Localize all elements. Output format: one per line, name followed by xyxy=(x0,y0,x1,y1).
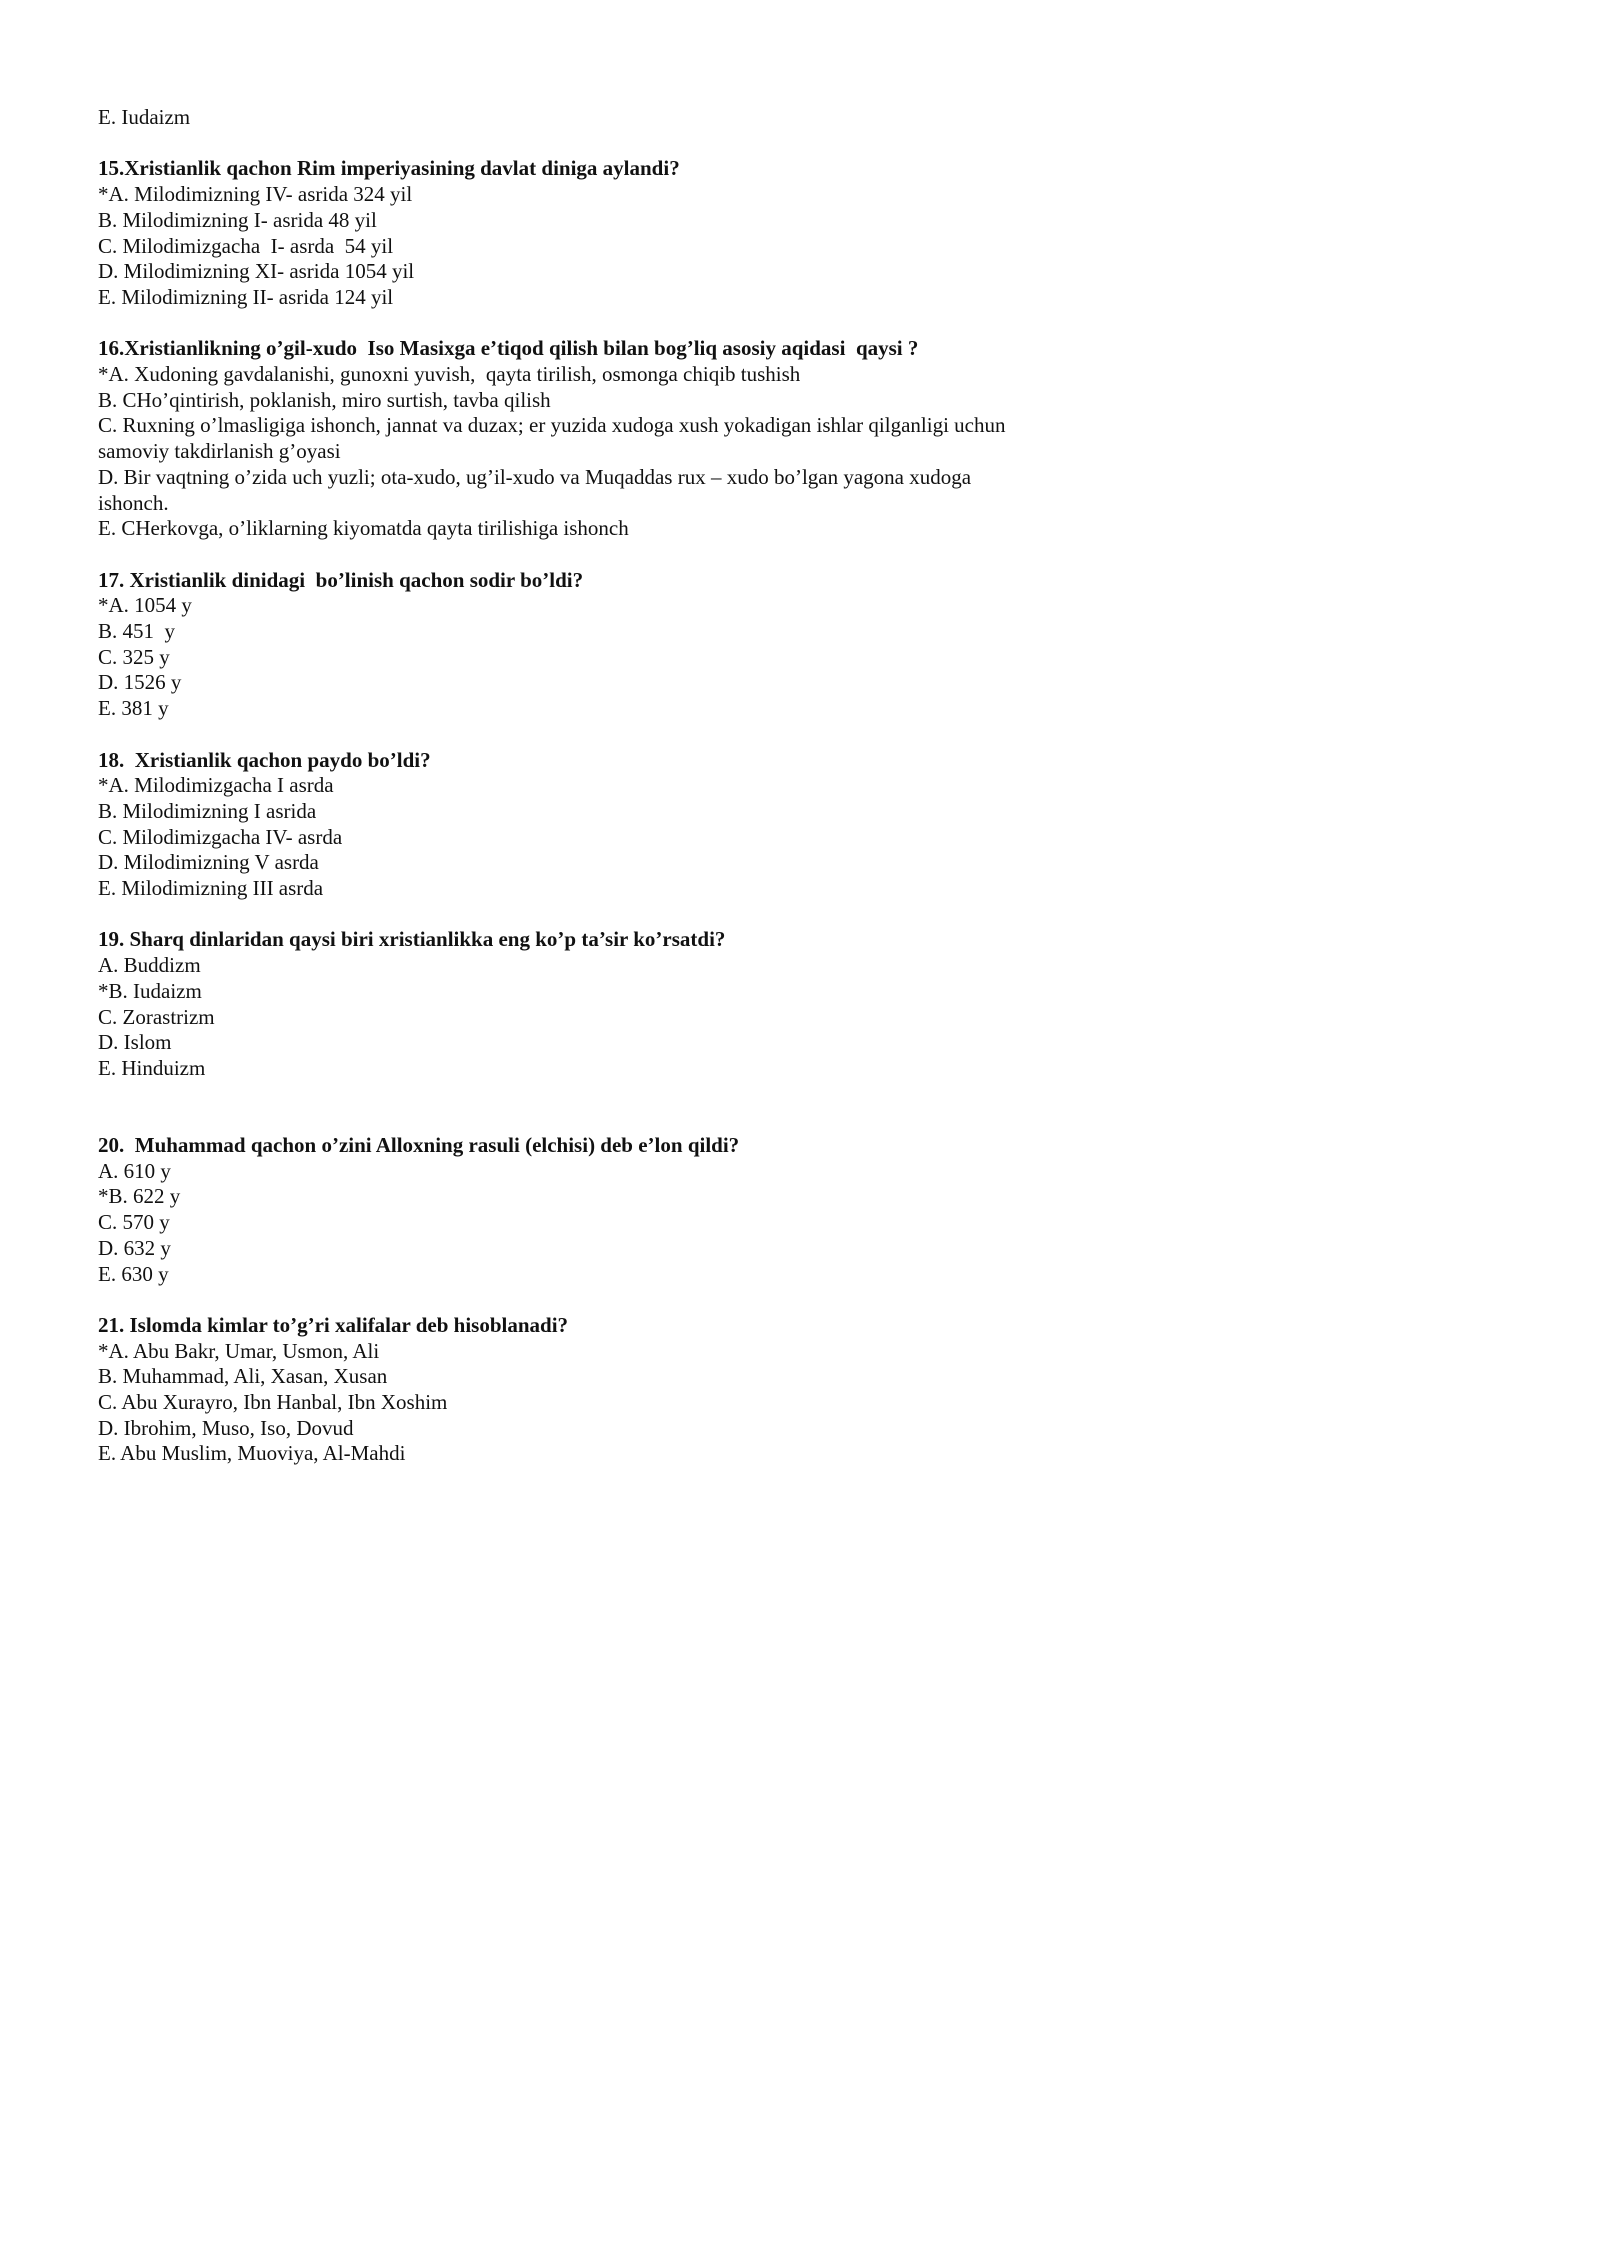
answer-option: E. Milodimizning II- asrida 124 yil xyxy=(98,284,394,309)
question-title: 16.Xristianlikning o’gil-xudo Iso Masixga e’tiqod qilish bilan bog’liq asosiy aqidasi qaysi ? xyxy=(98,336,919,361)
answer-option: B. CHo’qintirish, poklanish, miro surtish, tavba qilish xyxy=(98,387,551,412)
answer-option: *A. Xudoning gavdalanishi, gunoxni yuvish, qayta tirilish, osmonga chiqib tushish xyxy=(98,362,801,386)
document-page xyxy=(0,0,1104,1561)
answer-option: *B. 622 y xyxy=(98,1184,181,1209)
answer-option: B. Milodimizning I- asrida 48 yil xyxy=(98,207,377,232)
answer-option: *B. Iudaizm xyxy=(98,978,202,1003)
intro-option-line: E. Iudaizm xyxy=(98,105,191,129)
document-content xyxy=(98,105,1043,1467)
answer-option: *A. Milodimizgacha I asrda xyxy=(98,773,334,798)
question-title: 18. Xristianlik qachon paydo bo’ldi? xyxy=(98,747,431,772)
question-title: 20. Muhammad qachon o’zini Alloxning rasuli (elchisi) deb e’lon qildi? xyxy=(98,1133,740,1158)
question-title: 21. Islomda kimlar to’g’ri xalifalar deb hisoblanadi? xyxy=(98,1312,569,1337)
answer-option: D. Ibrohim, Muso, Iso, Dovud xyxy=(98,1415,354,1440)
answer-option: *A. Milodimizning IV- asrida 324 yil xyxy=(98,182,413,207)
answer-option: D. Islom xyxy=(98,1030,172,1055)
question-title: 17. Xristianlik dinidagi bo’linish qachon sodir bo’ldi? xyxy=(98,567,584,592)
answer-option: E. CHerkovga, o’liklarning kiyomatda qayta tirilishiga ishonch xyxy=(98,516,629,541)
question-20 xyxy=(98,1133,1043,1287)
answer-option: A. Buddizm xyxy=(98,953,201,978)
question-19 xyxy=(98,927,1043,1081)
question-21 xyxy=(98,1313,1043,1467)
answer-option: E. Hinduizm xyxy=(98,1055,206,1080)
answer-option: D. Bir vaqtning o’zida uch yuzli; ota-xudo, ug’il-xudo va Muqaddas rux – xudo bo’lgan yagona xudoga ishonch. xyxy=(98,464,972,515)
answer-option: D. Milodimizning V asrda xyxy=(98,850,319,875)
answer-option: B. Muhammad, Ali, Xasan, Xusan xyxy=(98,1364,388,1389)
answer-option: E. 381 y xyxy=(98,696,169,721)
answer-option: D. 632 y xyxy=(98,1235,171,1260)
answer-option: A. 610 y xyxy=(98,1158,171,1183)
answer-option: C. Milodimizgacha I- asrda 54 yil xyxy=(98,233,394,258)
answer-option: C. Milodimizgacha IV- asrda xyxy=(98,824,343,849)
answer-option: C. 570 y xyxy=(98,1210,170,1235)
answer-option: *A. Abu Bakr, Umar, Usmon, Ali xyxy=(98,1338,380,1363)
question-18 xyxy=(98,748,1043,902)
answer-option: D. Milodimizning XI- asrida 1054 yil xyxy=(98,259,415,284)
question-17 xyxy=(98,568,1043,722)
answer-option: C. 325 y xyxy=(98,644,170,669)
answer-option: *A. 1054 y xyxy=(98,593,192,618)
answer-option: D. 1526 y xyxy=(98,670,182,695)
answer-option: B. Milodimizning I asrida xyxy=(98,798,317,823)
answer-option: E. Abu Muslim, Muoviya, Al-Mahdi xyxy=(98,1441,406,1466)
answer-option: C. Zorastrizm xyxy=(98,1004,215,1029)
question-title: 19. Sharq dinlaridan qaysi biri xristianlikka eng ko’p ta’sir ko’rsatdi? xyxy=(98,927,726,952)
question-title: 15.Xristianlik qachon Rim imperiyasining davlat diniga aylandi? xyxy=(98,156,680,181)
answer-option: C. Abu Xurayro, Ibn Hanbal, Ibn Xoshim xyxy=(98,1390,448,1415)
answer-option: B. 451 y xyxy=(98,619,176,644)
answer-option: E. 630 y xyxy=(98,1261,169,1286)
answer-option: E. Milodimizning III asrda xyxy=(98,876,324,901)
question-16 xyxy=(98,336,1043,542)
answer-option: C. Ruxning o’lmasligiga ishonch, jannat va duzax; er yuzida xudoga xush yokadigan ishlar qilganligi uchun samoviy takdirlanish g’oyasi xyxy=(98,413,1006,464)
question-15 xyxy=(98,156,1043,310)
